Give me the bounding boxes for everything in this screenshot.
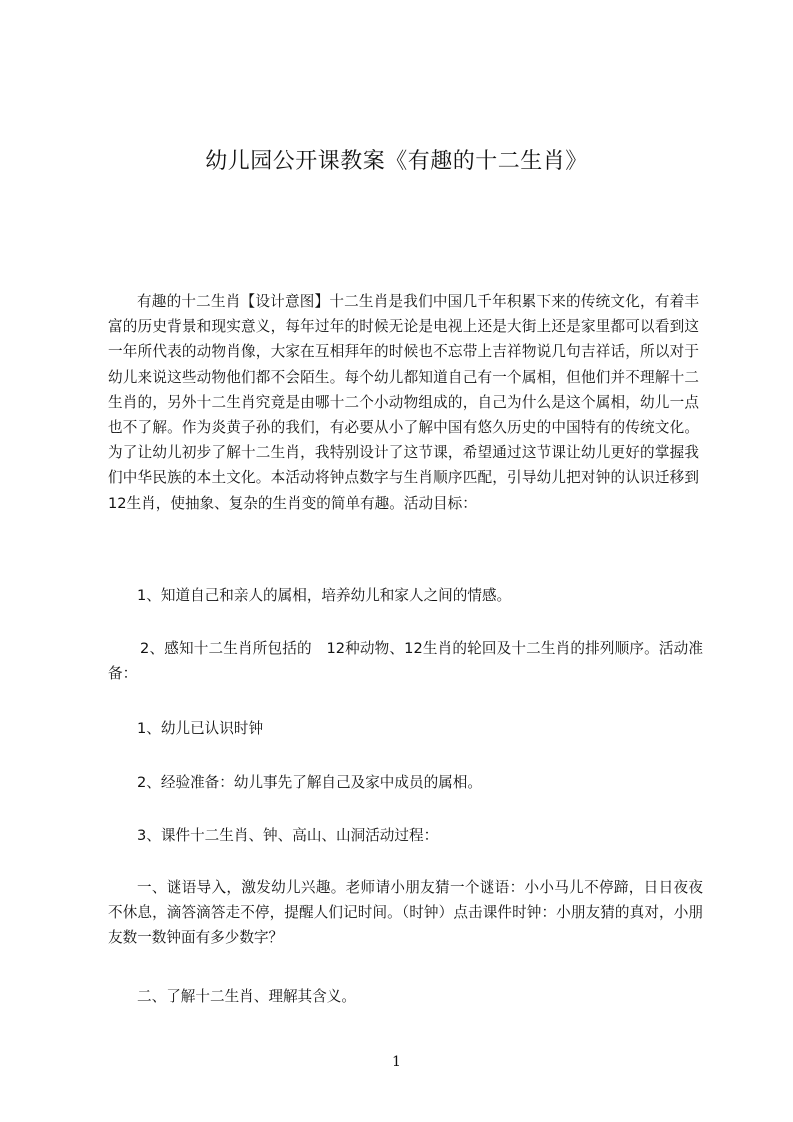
prep-item-2: 2、经验准备：幼儿事先了解自己及家中成员的属相。 — [137, 774, 482, 791]
goal-item-2: 2、感知十二生肖所包括的 12种动物、12生肖的轮回及十二生肖的排列顺序。活动准备： — [108, 640, 703, 682]
process-step-1: 一、谜语导入，激发幼儿兴趣。老师请小朋友猜一个谜语：小小马儿不停蹄，日日夜夜不休息，滴答滴答走不停，提醒人们记时间。（时钟）点击课件时钟：小朋友猜的真对，小朋友数一数钟面有多少数字？ — [108, 879, 703, 946]
document-title: 幼儿园公开课教案《有趣的十二生肖》 — [205, 149, 588, 174]
intro-paragraph: 有趣的十二生肖【设计意图】十二生肖是我们中国几千年积累下来的传统文化，有着丰富的历史背景和现实意义，每年过年的时候无论是电视上还是大街上还是家里都可以看到这一年所代表的动物肖像，大家在互相拜年的时候也不忘带上吉祥物说几句吉祥话，所以对于幼儿来说这些动物他们都不会陌生。每个幼儿都知道自己有一个属相，但他们并不理解十二生肖的，另外十二生肖究竟是由哪十二个小动物组成的，自己为什么是这个属相，幼儿一点也不了解。作为炎黄子孙的我们，有必要从小了解中国有悠久历史的中国特有的传统文化。为了让幼儿初步了解十二生肖，我特别设计了这节课，希望通过这节课让幼儿更好的掌握我们中华民族的本土文化。本活动将钟点数字与生肖顺序匹配，引导幼儿把对钟的认识迁移到12生肖，使抽象、复杂的生肖变的简单有趣。活动目标： — [108, 293, 699, 512]
prep-item-3: 3、课件十二生肖、钟、高山、山洞活动过程： — [137, 827, 439, 844]
process-step-2: 二、了解十二生肖、理解其含义。 — [137, 988, 356, 1005]
goal-item-1: 1、知道自己和亲人的属相，培养幼儿和家人之间的情感。 — [137, 587, 512, 604]
page-number: 1 — [392, 1054, 401, 1070]
prep-item-1: 1、幼儿已认识时钟 — [137, 720, 264, 737]
